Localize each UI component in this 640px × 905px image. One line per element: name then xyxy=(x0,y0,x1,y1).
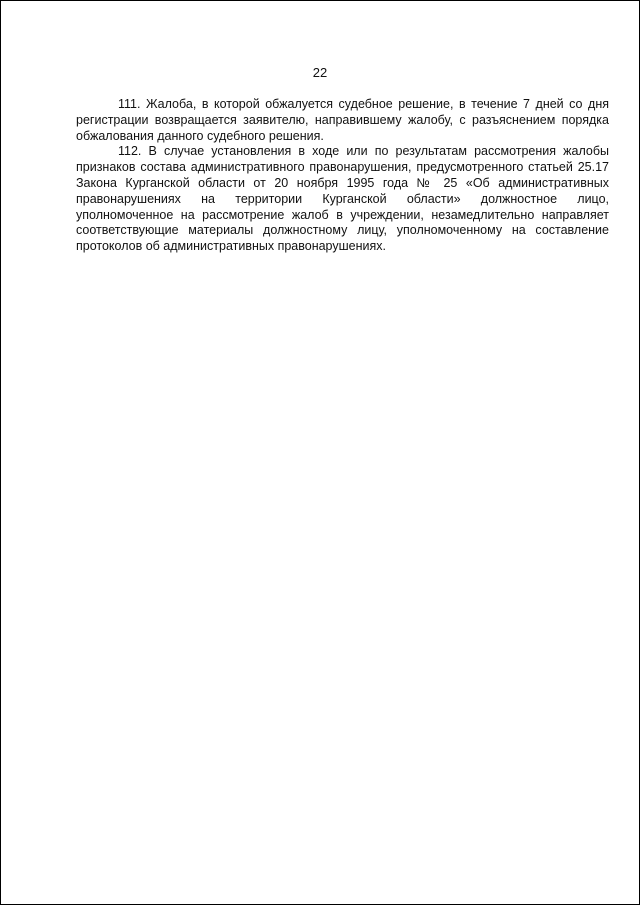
paragraph-111: 111. Жалоба, в которой обжалуется судебное решение, в течение 7 дней со дня регистрации возвращается заявителю, направившему жалобу, с разъяснением порядка обжалования данного судебного решения. xyxy=(76,97,609,143)
paragraph-112: 112. В случае установления в ходе или по результатам рассмотрения жалобы признаков состава административного правонарушения, предусмотренного статьей 25.17 Закона Курганской области от 20 ноября 1995 года № 25 «Об административных правонарушениях на территории Курганской области» должностное лицо, уполномоченное на рассмотрение жалоб в учреждении, незамедлительно направляет соответствующие материалы должностному лицу, уполномоченному на составление протоколов об административных правонарушениях. xyxy=(76,144,609,254)
document-body xyxy=(76,97,609,255)
page-number: 22 xyxy=(312,65,328,80)
